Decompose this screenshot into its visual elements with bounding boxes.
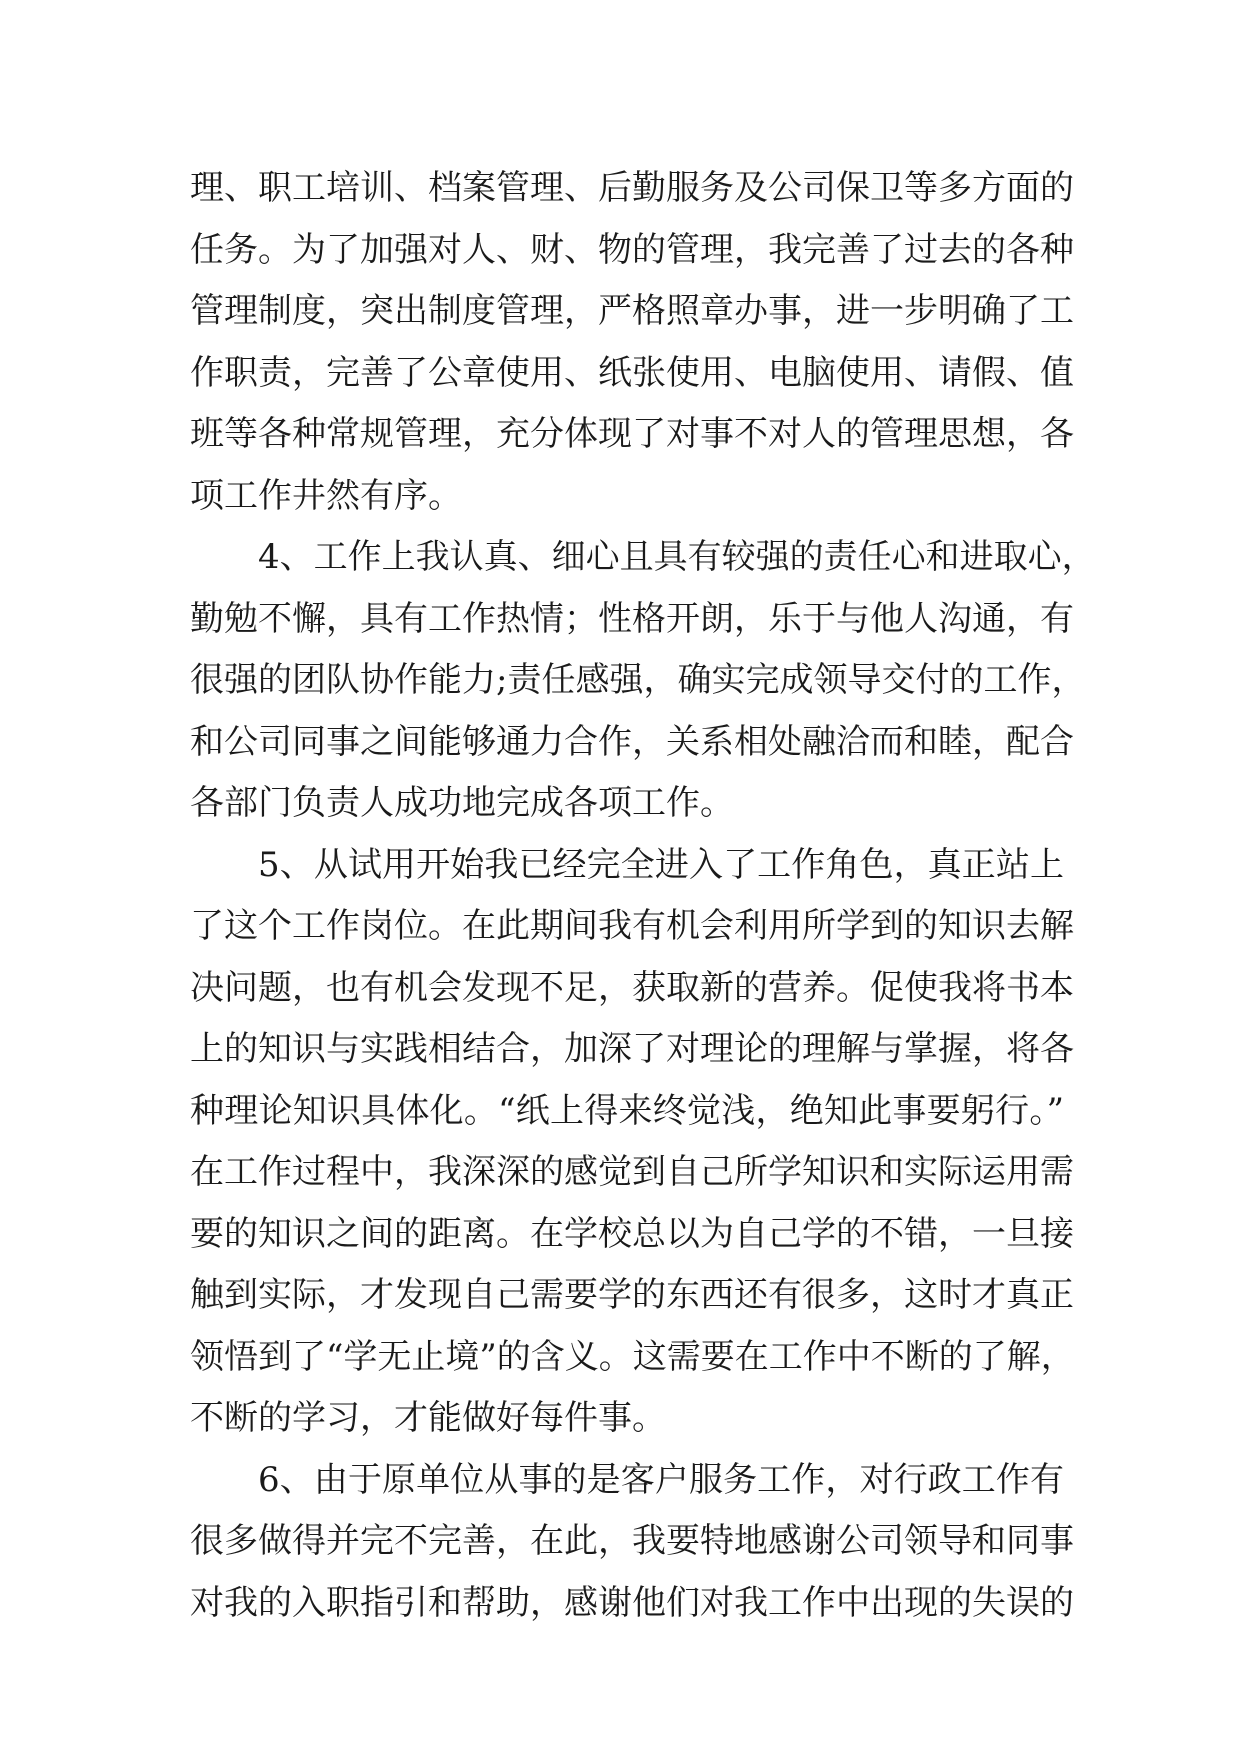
paragraph-5 (190, 835, 1075, 1450)
text-line: 不断的学习，才能做好每件事。 (190, 1398, 666, 1438)
body-text (190, 158, 1096, 1634)
text-line: 作职责，完善了公章使用、纸张使用、电脑使用、请假、值 (190, 352, 1074, 393)
text-line: 任务。为了加强对人、财、物的管理，我完善了过去的各种 (190, 229, 1074, 270)
paragraph-4 (190, 527, 1096, 835)
text-line: 项工作井然有序。 (190, 475, 462, 516)
text-line: 对我的入职指引和帮助，感谢他们对我工作中出现的失误的 (190, 1582, 1074, 1623)
text-line: 种理论知识具体化。“纸上得来终觉浅，绝知此事要躬行。” (190, 1090, 1064, 1131)
text-line: 要的知识之间的距离。在学校总以为自己学的不错，一旦接 (190, 1213, 1074, 1254)
text-line: 在工作过程中，我深深的感觉到自己所学知识和实际运用需 (190, 1152, 1074, 1192)
text-line: 4、工作上我认真、细心且具有较强的责任心和进取心， (258, 537, 1096, 577)
text-line: 上的知识与实践相结合，加深了对理论的理解与掌握，将各 (190, 1029, 1074, 1069)
paragraph-3-continuation (190, 158, 1074, 527)
paragraph-6 (190, 1450, 1074, 1635)
text-line: 很强的团队协作能力;责任感强，确实完成领导交付的工作， (190, 660, 1086, 700)
text-line: 和公司同事之间能够通力合作，关系相处融洽而和睦，配合 (190, 721, 1074, 762)
text-line: 班等各种常规管理，充分体现了对事不对人的管理思想，各 (190, 414, 1074, 454)
text-line: 5、从试用开始我已经完全进入了工作角色，真正站上 (258, 844, 1064, 885)
text-line: 很多做得并完不完善，在此，我要特地感谢公司领导和同事 (190, 1521, 1074, 1561)
text-line: 了这个工作岗位。在此期间我有机会利用所学到的知识去解 (190, 906, 1074, 946)
text-line: 决问题，也有机会发现不足，获取新的营养。促使我将书本 (190, 967, 1074, 1008)
text-line: 6、由于原单位从事的是客户服务工作，对行政工作有 (258, 1459, 1064, 1500)
text-line: 理、职工培训、档案管理、后勤服务及公司保卫等多方面的 (190, 168, 1074, 208)
text-line: 管理制度，突出制度管理，严格照章办事，进一步明确了工 (190, 291, 1074, 331)
text-line: 各部门负责人成功地完成各项工作。 (190, 783, 734, 823)
text-line: 领悟到了“学无止境”的含义。这需要在工作中不断的了解， (190, 1336, 1075, 1377)
text-line: 触到实际，才发现自己需要学的东西还有很多，这时才真正 (190, 1275, 1074, 1315)
text-line: 勤勉不懈，具有工作热情；性格开朗，乐于与他人沟通，有 (190, 598, 1074, 639)
